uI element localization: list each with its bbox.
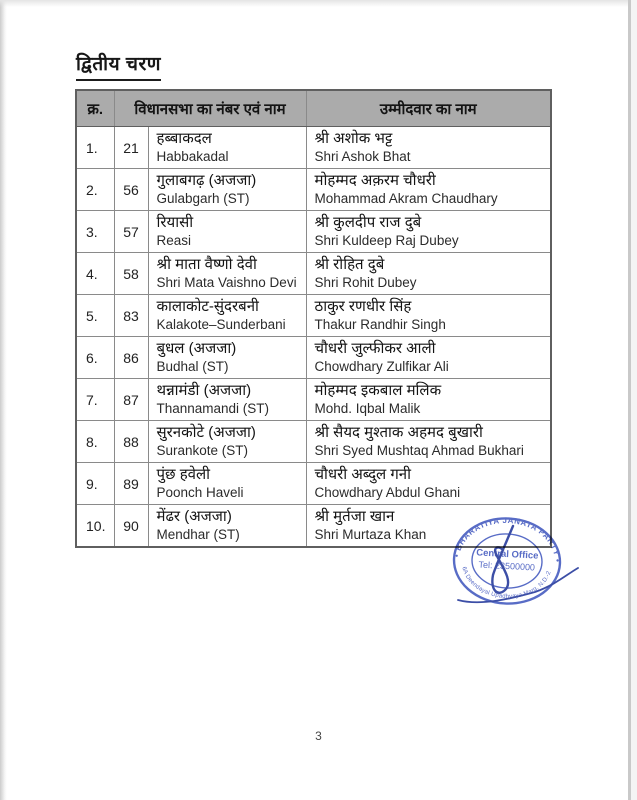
candidate-name-english: Shri Murtaza Khan	[314, 527, 427, 542]
constituency-name-english: Mendhar (ST)	[156, 527, 240, 542]
row-candidate-name	[306, 295, 551, 337]
constituency-name-hindi: मेंढर (अजजा)	[156, 508, 232, 525]
page-right-edge-line	[628, 0, 631, 800]
table-row	[76, 211, 551, 253]
candidate-name-hindi: श्री रोहित दुबे	[314, 256, 385, 273]
row-candidate-name	[306, 337, 551, 379]
row-constituency-name	[148, 295, 306, 337]
row-serial: 5.	[76, 295, 114, 337]
row-constituency-number: 58	[114, 253, 148, 295]
constituency-name-hindi: हब्बाकदल	[156, 130, 212, 147]
row-constituency-number: 86	[114, 337, 148, 379]
row-candidate-name	[306, 169, 551, 211]
candidate-name-hindi: मोहम्मद इकबाल मलिक	[314, 382, 442, 399]
candidate-name-hindi: श्री अशोक भट्ट	[314, 130, 393, 147]
candidate-name-english: Shri Syed Mushtaq Ahmad Bukhari	[314, 443, 524, 458]
row-candidate-name	[306, 379, 551, 421]
row-serial: 4.	[76, 253, 114, 295]
row-candidate-name	[306, 421, 551, 463]
table-row	[76, 505, 551, 548]
row-serial: 1.	[76, 127, 114, 169]
row-constituency-name	[148, 253, 306, 295]
page-top-edge-shadow	[0, 0, 637, 7]
row-constituency-name	[148, 421, 306, 463]
candidate-name-english: Shri Rohit Dubey	[314, 275, 417, 290]
page-number: 3	[315, 729, 322, 743]
candidate-name-english: Thakur Randhir Singh	[314, 317, 446, 332]
candidate-name-hindi: चौधरी जुल्फीकर आली	[314, 340, 436, 357]
constituency-name-english: Poonch Haveli	[156, 485, 244, 500]
candidate-name-hindi: श्री कुलदीप राज दुबे	[314, 214, 422, 231]
stamp-bottom-arc-text: 6A Deendayal Upadhyaya Marg, N.D.-2	[460, 566, 553, 601]
constituency-name-english: Thannamandi (ST)	[156, 401, 270, 416]
candidate-name-hindi: श्री सैयद मुश्ताक अहमद बुखारी	[314, 424, 483, 441]
table-header-row	[76, 90, 551, 127]
row-constituency-name	[148, 127, 306, 169]
constituency-name-hindi: गुलाबगढ़ (अजजा)	[156, 172, 257, 189]
row-candidate-name	[306, 211, 551, 253]
stamp-phone-text: Tel: 23500000	[478, 559, 536, 573]
constituency-name-english: Reasi	[156, 233, 192, 248]
constituency-name-hindi: श्री माता वैष्णो देवी	[156, 256, 257, 273]
header-serial: क्र.	[76, 90, 114, 127]
candidate-name-english: Shri Kuldeep Raj Dubey	[314, 233, 459, 248]
constituency-name-hindi: थन्नामंडी (अजजा)	[156, 382, 252, 399]
table-row	[76, 463, 551, 505]
row-constituency-name	[148, 211, 306, 253]
row-constituency-number: 21	[114, 127, 148, 169]
row-constituency-number: 83	[114, 295, 148, 337]
header-candidate: उम्मीदवार का नाम	[306, 90, 551, 127]
row-candidate-name	[306, 253, 551, 295]
row-constituency-name	[148, 169, 306, 211]
table-row	[76, 169, 551, 211]
page-left-edge-shadow	[0, 0, 7, 800]
candidate-name-english: Mohd. Iqbal Malik	[314, 401, 421, 416]
constituency-name-hindi: सुरनकोटे (अजजा)	[156, 424, 256, 441]
constituency-name-english: Shri Mata Vaishno Devi	[156, 275, 297, 290]
table-row	[76, 337, 551, 379]
constituency-name-hindi: पुंछ हवेली	[156, 466, 211, 483]
constituency-name-hindi: रियासी	[156, 214, 194, 231]
constituency-name-english: Budhal (ST)	[156, 359, 229, 374]
signature-flourish	[458, 568, 578, 602]
candidate-name-english: Chowdhary Abdul Ghani	[314, 485, 461, 500]
constituency-name-english: Surankote (ST)	[156, 443, 249, 458]
row-constituency-name	[148, 463, 306, 505]
row-serial: 2.	[76, 169, 114, 211]
candidate-name-hindi: मोहम्मद अक़रम चौधरी	[314, 172, 436, 189]
row-serial: 9.	[76, 463, 114, 505]
candidate-name-english: Chowdhary Zulfikar Ali	[314, 359, 449, 374]
constituency-name-english: Gulabgarh (ST)	[156, 191, 250, 206]
constituency-name-english: Habbakadal	[156, 149, 229, 164]
candidate-name-english: Shri Ashok Bhat	[314, 149, 411, 164]
table-row	[76, 379, 551, 421]
header-constituency: विधानसभा का नंबर एवं नाम	[114, 90, 306, 127]
table-row	[76, 253, 551, 295]
table-row	[76, 127, 551, 169]
candidate-name-hindi: श्री मुर्तजा खान	[314, 508, 395, 525]
row-candidate-name	[306, 505, 551, 548]
row-serial: 8.	[76, 421, 114, 463]
row-serial: 3.	[76, 211, 114, 253]
row-constituency-name	[148, 505, 306, 548]
candidate-name-hindi: चौधरी अब्दुल गनी	[314, 466, 412, 483]
candidate-name-english: Mohammad Akram Chaudhary	[314, 191, 498, 206]
stamp-top-arc-text: • BHARATIYA JANATA PARTY •	[452, 515, 563, 563]
table-body	[76, 127, 551, 548]
table-row	[76, 421, 551, 463]
constituency-name-english: Kalakote–Sunderbani	[156, 317, 286, 332]
candidate-name-hindi: ठाकुर रणधीर सिंह	[314, 298, 412, 315]
page-title: द्वितीय चरण	[76, 50, 161, 81]
row-constituency-number: 56	[114, 169, 148, 211]
row-constituency-name	[148, 337, 306, 379]
row-constituency-number: 89	[114, 463, 148, 505]
row-serial: 10.	[76, 505, 114, 548]
row-constituency-number: 57	[114, 211, 148, 253]
row-constituency-number: 88	[114, 421, 148, 463]
row-candidate-name	[306, 127, 551, 169]
row-constituency-number: 90	[114, 505, 148, 548]
constituency-name-hindi: बुधल (अजजा)	[156, 340, 237, 357]
candidate-table	[75, 89, 552, 548]
table-row	[76, 295, 551, 337]
row-constituency-number: 87	[114, 379, 148, 421]
row-serial: 7.	[76, 379, 114, 421]
page-right-background	[631, 0, 637, 800]
stamp-office-text: Central Office	[475, 547, 539, 562]
constituency-name-hindi: कालाकोट-सुंदरबनी	[156, 298, 259, 315]
row-serial: 6.	[76, 337, 114, 379]
row-constituency-name	[148, 379, 306, 421]
row-candidate-name	[306, 463, 551, 505]
